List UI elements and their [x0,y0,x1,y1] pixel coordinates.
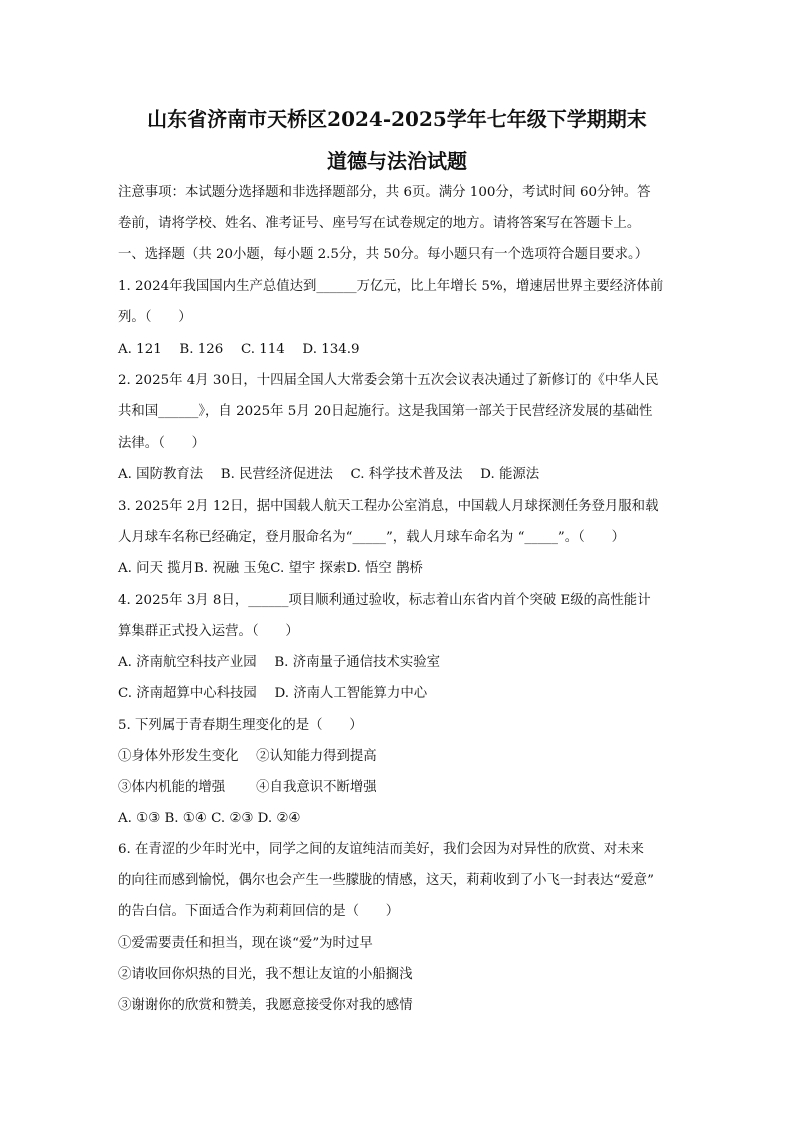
question-6-statement: ①爱需要责任和担当，现在谈“爱”为时过早 [118,936,373,951]
question-3: 3. 2025年 2月 12日，据中国载人航天工程办公室消息，中国载人月球探测任务登月服和载 [118,499,659,514]
question-5-statements: ③体内机能的增强 ④自我意识不断增强 [118,780,377,795]
text-line: 的告白信。下面适合作为莉莉回信的是（ ） [118,904,400,919]
question-1: 1. 2024年我国国内生产总值达到______万亿元，比上年增长 5%，增速居世界主要经济体前 [118,279,664,294]
question-3-options: A. 问天 揽月B. 祝融 玉兔C. 望宇 探索D. 悟空 鹊桥 [118,561,423,576]
notice-line: 卷前，请将学校、姓名、准考证号、座号写在试卷规定的地方。请将答案写在答题卡上。 [118,216,641,231]
text-line: 人月球车名称已经确定，登月服命名为“_____”，载人月球车命名为 “_____”。（ ） [118,530,625,545]
question-2-options: A. 国防教育法 B. 民营经济促进法 C. 科学技术普及法 D. 能源法 [118,467,540,482]
text-line: 算集群正式投入运营。（ ） [118,624,299,639]
notice-line: 注意事项：本试题分选择题和非选择题部分，共 6页。满分 100分，考试时间 60分钟。答 [118,185,651,200]
question-5-options: A. ①③ B. ①④ C. ②③ D. ②④ [118,811,301,826]
text-line: 法律。（ ） [118,436,206,451]
question-4-options: C. 济南超算中心科技园 D. 济南人工智能算力中心 [118,686,428,701]
question-2: 2. 2025年 4月 30日，十四届全国人大常委会第十五次会议表决通过了新修订的《中华人民 [118,373,659,388]
section-heading: 一、选择题（共 20小题，每小题 2.5分，共 50分。每小题只有一个选项符合题目要求。） [118,247,649,262]
question-6-statement: ②请收回你炽热的目光，我不想让友谊的小船搁浅 [118,967,413,982]
question-5-statements: ①身体外形发生变化 ②认知能力得到提高 [118,749,377,764]
question-4-options: A. 济南航空科技产业园 B. 济南量子通信技术实验室 [118,655,440,670]
question-6: 6. 在青涩的少年时光中，同学之间的友谊纯洁而美好，我们会因为对异性的欣赏、对未来 [118,842,644,857]
exam-title: 山东省济南市天桥区2024-2025学年七年级下学期期末 [147,107,647,131]
question-5: 5. 下列属于青春期生理变化的是（ ） [118,718,363,733]
question-6-statement: ③谢谢你的欣赏和赞美，我愿意接受你对我的感情 [118,998,413,1013]
question-4: 4. 2025年 3月 8日，______项目顺利通过验收，标志着山东省内首个突破 E级的高性能计 [118,593,651,608]
text-line: 的向往而感到愉悦，偶尔也会产生一些朦胧的情感，这天，莉莉收到了小飞一封表达“爱意” [118,873,654,888]
exam-subtitle: 道德与法治试题 [327,149,467,173]
question-1-options: A. 121 B. 126 C. 114 D. 134.9 [118,342,360,357]
text-line: 共和国______》，自 2025年 5月 20日起施行。这是我国第一部关于民营经济发展的基础性 [118,404,653,419]
text-line: 列。（ ） [118,310,192,325]
